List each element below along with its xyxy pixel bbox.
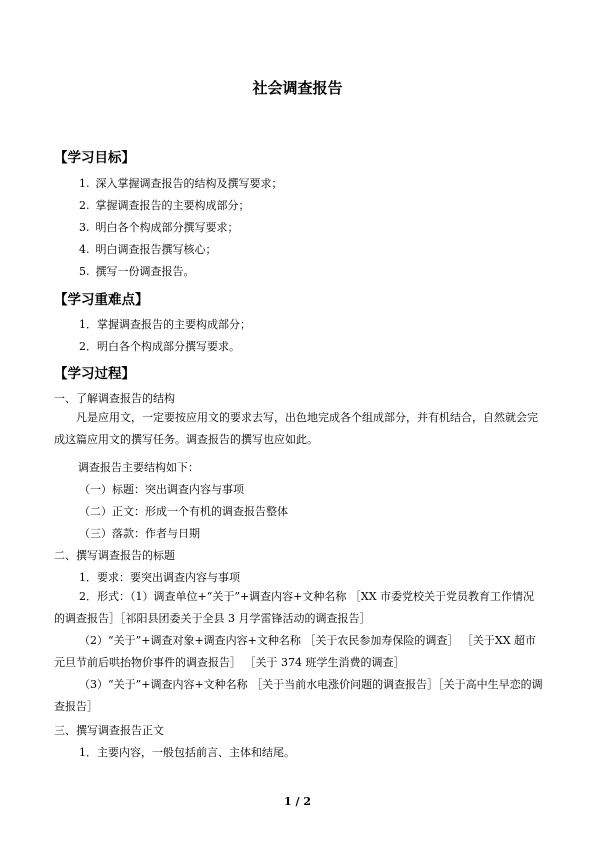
paragraph: （3）“关于”+调查内容+文种名称 ［关于当前水电涨价问题的调查报告］［关于高中生早恋的调查报告］ — [54, 678, 543, 713]
content-item: 1．主要内容，一般包括前言、主体和结尾。 — [79, 746, 295, 759]
list-item-text: 明白调查报告撰写核心； — [95, 243, 217, 256]
list-item-text: 深入掌握调查报告的结构及撰写要求； — [95, 177, 283, 190]
structure-item: （一）标题：突出调查内容与事项 — [79, 483, 244, 496]
list-item — [79, 318, 251, 332]
paragraph: （2）“关于”+调查对象+调查内容+文种名称 ［关于农民参加寿保险的调查］ ［关于XX 超市元旦节前后哄抬物价事件的调查报告］ ［关于 374 班学生消费的调查］ — [54, 634, 537, 669]
list-item — [79, 243, 217, 257]
list-item — [79, 340, 240, 354]
objectives-heading: 【学习目标】 — [54, 150, 135, 166]
list-item-text: 明白各个构成部分撰写要求； — [95, 221, 239, 234]
list-item-text: 掌握调查报告的主要构成部分； — [97, 318, 251, 331]
list-item-number: 4. — [79, 243, 90, 256]
list-item-number: 3. — [79, 221, 90, 234]
list-item — [79, 265, 195, 279]
section-title: 二、撰写调查报告的标题 — [54, 549, 175, 562]
list-item-number: 5. — [79, 265, 90, 278]
document-title: 社会调查报告 — [252, 79, 343, 97]
requirement-item: 1．要求：要突出调查内容与事项 — [79, 571, 240, 584]
structure-item: （二）正文：形成一个有机的调查报告整体 — [79, 505, 288, 518]
section-title: 三、撰写调查报告正文 — [54, 724, 164, 737]
list-item — [79, 177, 283, 191]
list-item — [79, 199, 250, 213]
list-item-text: 撰写一份调查报告。 — [95, 265, 195, 278]
paragraph: 2．形式：（1）调查单位+“关于”+调查内容+文种名称 ［XX 市委党校关于党员教育工作情况的调查报告］［祁阳县团委关于全县 3 月学雷锋活动的调查报告］ — [54, 590, 535, 625]
list-item-text: 掌握调查报告的主要构成部分； — [95, 199, 250, 212]
structure-item: （三）落款：作者与日期 — [79, 527, 200, 540]
page-number: 1 / 2 — [284, 795, 311, 808]
list-item-number: 2． — [79, 340, 97, 353]
section-title: 一、了解调查报告的结构 — [54, 392, 175, 405]
list-item-number: 1． — [79, 318, 97, 331]
paragraph-intro: 调查报告主要结构如下： — [78, 461, 199, 474]
key-points-heading: 【学习重难点】 — [54, 292, 149, 308]
list-item-text: 明白各个构成部分撰写要求。 — [97, 340, 240, 353]
process-heading: 【学习过程】 — [54, 366, 135, 382]
list-item-number: 1. — [79, 177, 90, 190]
paragraph: 凡是应用文，一定要按应用文的要求去写，出色地完成各个组成部分，并有机结合，自然就会完成这篇应用文的撰写任务。调查报告的撰写也应如此。 — [54, 411, 538, 446]
list-item-number: 2. — [79, 199, 90, 212]
list-item — [79, 221, 239, 235]
